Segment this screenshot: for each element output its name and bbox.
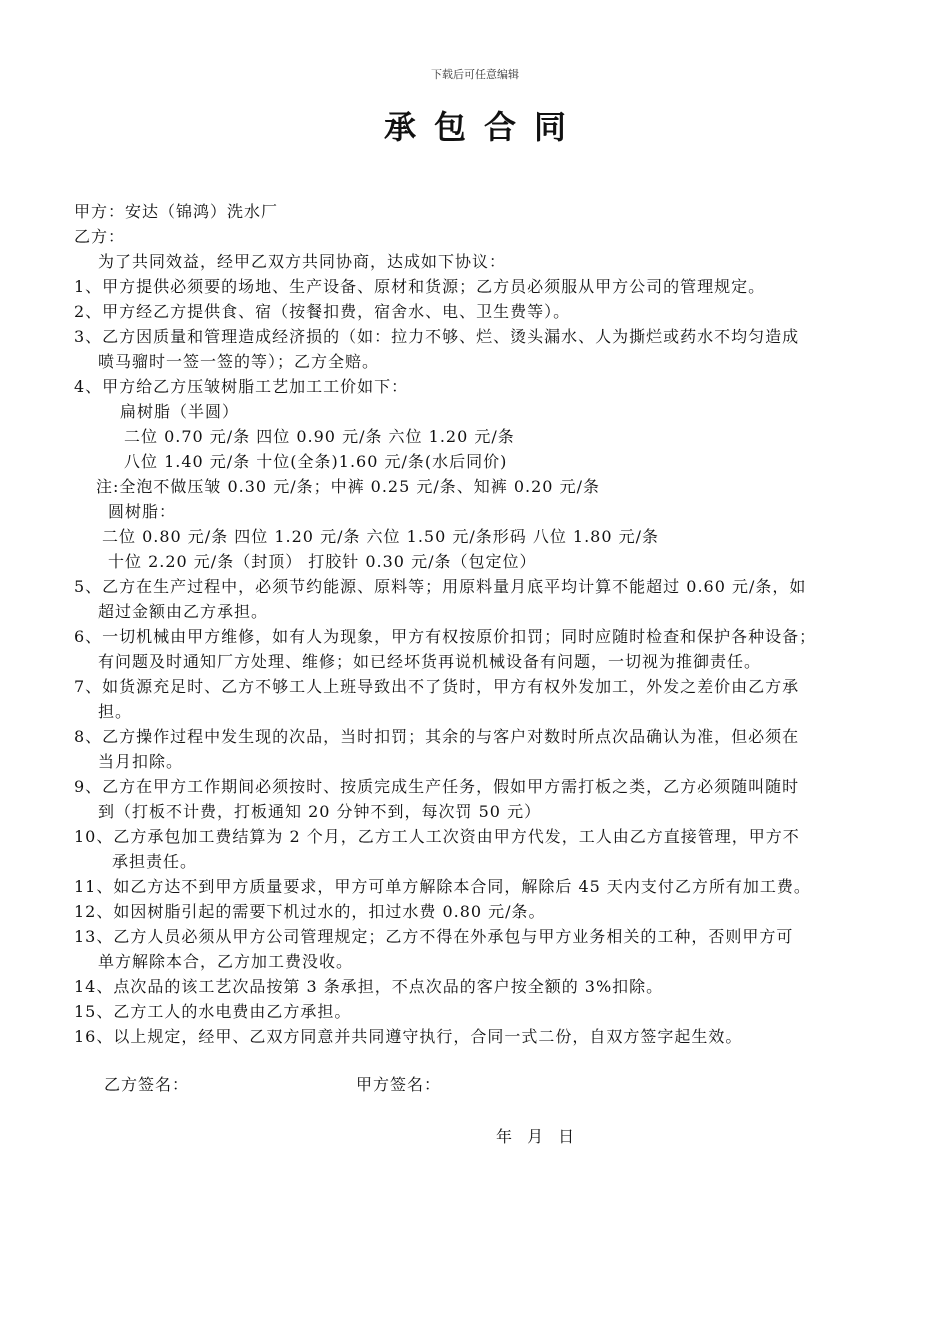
clause-15: 15、乙方工人的水电费由乙方承担。 [74,1002,352,1021]
clause-14: 14、点次品的该工艺次品按第 3 条承担，不点次品的客户按全额的 3%扣除。 [74,977,664,996]
clause-8: 8、乙方操作过程中发生现的次品，当时扣罚；其余的与客户对数时所点次品确认为准，但必须在 [74,727,800,746]
clause-6-cont: 有问题及时通知厂方处理、维修；如已经坏货再说机械设备有问题，一切视为推御责任。 [98,652,762,671]
clause-1: 1、甲方提供必须要的场地、生产设备、原材和货源；乙方员必须服从甲方公司的管理规定。 [74,277,766,296]
date-line: 年 月 日 [496,1127,575,1146]
clause-16: 16、以上规定，经甲、乙双方同意并共同遵守执行，合同一式二份，自双方签字起生效。 [74,1027,743,1046]
party-b: 乙方： [74,227,126,246]
contract-body [74,199,920,1049]
clause-7: 7、如货源充足时、乙方不够工人上班导致出不了货时，甲方有权外发加工，外发之差价由乙方承 [74,677,800,696]
page-title: 承包合同 [383,108,584,146]
clause-10: 10、乙方承包加工费结算为 2 个月，乙方工人工次资由甲方代发，工人由乙方直接管理，甲方不 [74,827,800,846]
flat-resin-row-2: 八位 1.40 元/条 十位(全条)1.60 元/条(水后同价) [124,452,508,471]
party-b-signature-label: 乙方签名： [104,1075,190,1094]
party-a-signature-label: 甲方签名： [356,1075,442,1094]
round-resin-heading: 圆树脂： [108,502,177,521]
clause-9-cont: 到（打板不计费，打板通知 20 分钟不到，每次罚 50 元） [98,802,542,821]
clause-6: 6、一切机械由甲方维修，如有人为现象，甲方有权按原价扣罚；同时应随时检查和保护各种设备； [74,627,817,646]
clause-4: 4、甲方给乙方压皱树脂工艺加工工价如下： [74,377,409,396]
clause-9: 9、乙方在甲方工作期间必须按时、按质完成生产任务，假如甲方需打板之类，乙方必须随叫随时 [74,777,800,796]
clause-3: 3、乙方因质量和管理造成经济损的（如：拉力不够、烂、烫头漏水、人为撕烂或药水不均匀造成 [74,327,800,346]
clause-7-cont: 担。 [98,702,133,721]
pricing-note: 注:全泡不做压皱 0.30 元/条；中裤 0.25 元/条、知裤 0.20 元/条 [96,477,600,496]
flat-resin-heading: 扁树脂（半圆） [120,402,240,421]
clause-5: 5、乙方在生产过程中，必须节约能源、原料等；用原料量月底平均计算不能超过 0.60 元/条，如 [74,577,807,596]
clause-8-cont: 当月扣除。 [98,752,184,771]
clause-13-cont: 单方解除本合，乙方加工费没收。 [98,952,354,971]
clause-5-cont: 超过金额由乙方承担。 [98,602,269,621]
clause-13: 13、乙方人员必须从甲方公司管理规定；乙方不得在外承包与甲方业务相关的工种，否则甲方可 [74,927,794,946]
clause-3-cont: 喷马骝时一签一签的等）；乙方全赔。 [98,352,380,371]
header-note: 下载后可任意编辑 [431,68,519,81]
flat-resin-row-1: 二位 0.70 元/条 四位 0.90 元/条 六位 1.20 元/条 [124,427,515,446]
round-resin-row-1: 二位 0.80 元/条 四位 1.20 元/条 六位 1.50 元/条形码 八位 1.80 元/条 [102,527,660,546]
clause-10-cont: 承担责任。 [112,852,198,871]
intro-text: 为了共同效益，经甲乙双方共同协商，达成如下协议： [98,252,507,271]
round-resin-row-2: 十位 2.20 元/条（封顶） 打胶针 0.30 元/条（包定位） [108,552,537,571]
party-a: 甲方：安达（锦鸿）洗水厂 [74,202,279,221]
clause-11: 11、如乙方达不到甲方质量要求，甲方可单方解除本合同，解除后 45 天内支付乙方所有加工费。 [74,877,811,896]
clause-2: 2、甲方经乙方提供食、宿（按餐扣费，宿舍水、电、卫生费等）。 [74,302,571,321]
clause-12: 12、如因树脂引起的需要下机过水的，扣过水费 0.80 元/条。 [74,902,546,921]
